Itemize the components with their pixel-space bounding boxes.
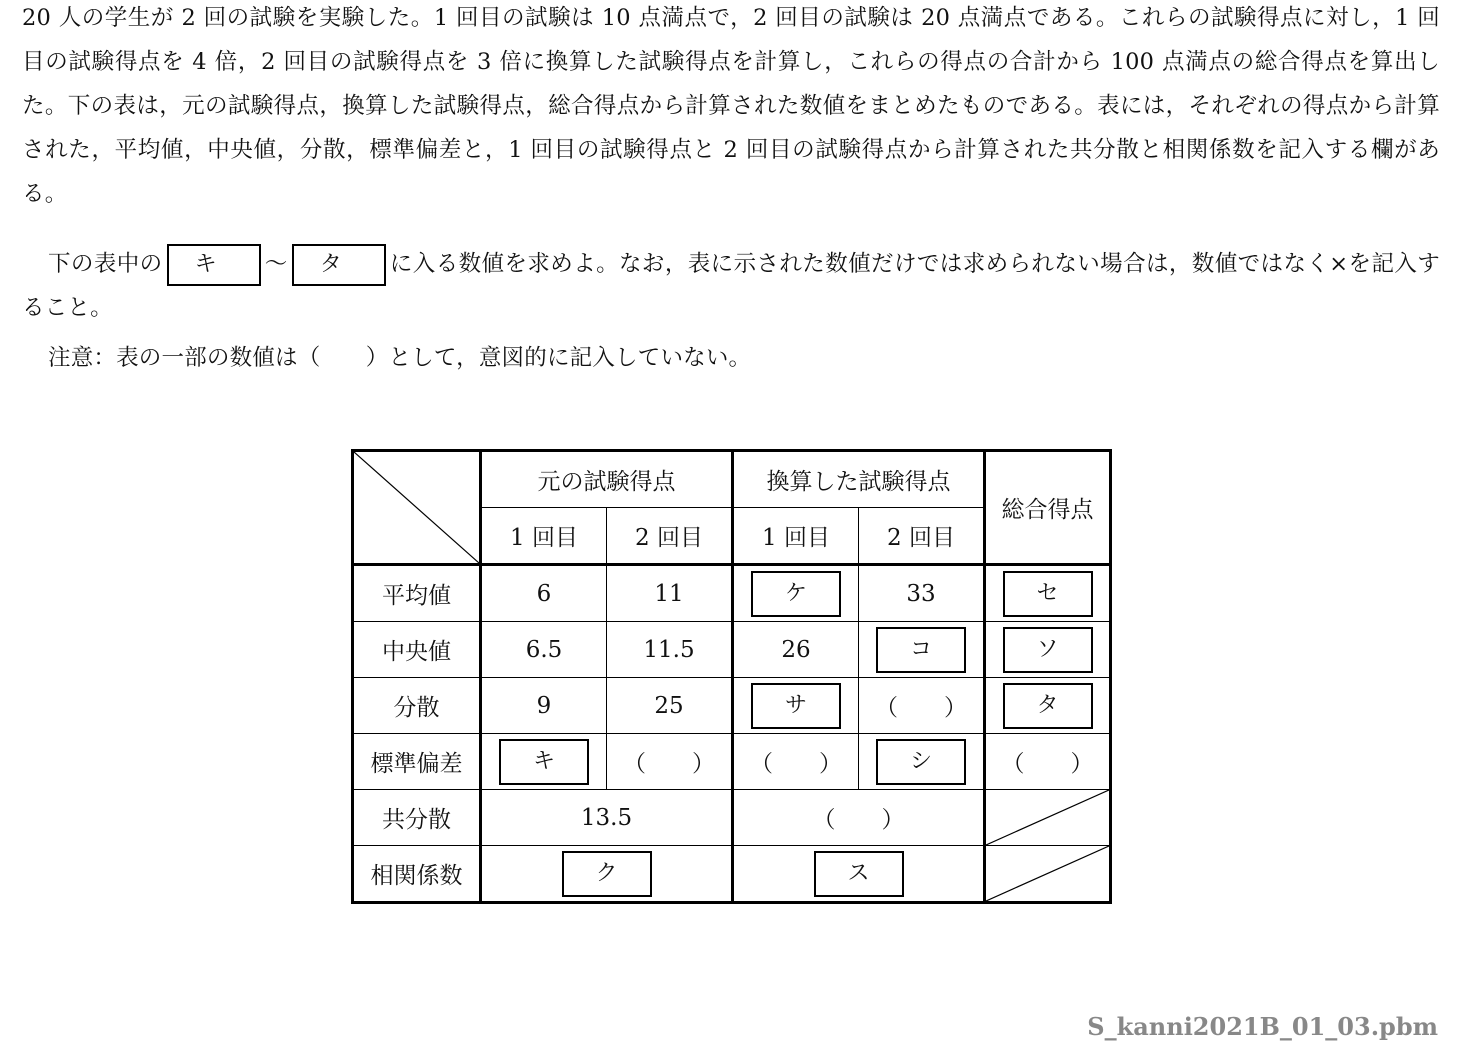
slashed-cell bbox=[985, 790, 1111, 846]
cell-value: 11.5 bbox=[607, 622, 733, 678]
answer-box-ku: ク bbox=[562, 851, 652, 897]
answer-box-ko: コ bbox=[876, 627, 966, 673]
corner-diagonal-cell bbox=[353, 451, 481, 565]
blank-cell: （ ） bbox=[985, 734, 1111, 790]
answer-cell bbox=[481, 846, 733, 903]
row-label: 共分散 bbox=[353, 790, 481, 846]
statistics-table bbox=[351, 449, 1112, 904]
answer-box-ta: タ bbox=[1003, 683, 1093, 729]
cell-value: 9 bbox=[481, 678, 607, 734]
file-label: S_kanni2021B_01_03.pbm bbox=[1087, 1012, 1438, 1041]
subheader-orig-1: 1 回目 bbox=[481, 508, 607, 565]
cell-value: 25 bbox=[607, 678, 733, 734]
answer-cell bbox=[985, 565, 1111, 622]
row-covariance bbox=[353, 790, 1111, 846]
blank-cell: （ ） bbox=[733, 790, 985, 846]
row-label: 標準偏差 bbox=[353, 734, 481, 790]
answer-box-ta-ref: タ bbox=[292, 244, 386, 286]
answer-cell bbox=[985, 622, 1111, 678]
answer-cell bbox=[733, 678, 859, 734]
slashed-cell bbox=[985, 846, 1111, 903]
slash-line bbox=[986, 846, 1109, 901]
header-original-scores: 元の試験得点 bbox=[481, 451, 733, 508]
row-label: 平均値 bbox=[353, 565, 481, 622]
blank-cell: （ ） bbox=[607, 734, 733, 790]
blank-cell: （ ） bbox=[733, 734, 859, 790]
cell-value: 13.5 bbox=[481, 790, 733, 846]
tilde: ～ bbox=[264, 251, 288, 277]
answer-cell bbox=[985, 678, 1111, 734]
subheader-orig-2: 2 回目 bbox=[607, 508, 733, 565]
problem-paragraph: 20 人の学生が 2 回の試験を実験した。1 回目の試験は 10 点満点で，2 回目の試験は 20 点満点である。これらの試験得点に対し，1 回目の試験得点を 4 倍，2 回目の試験得点を 3 倍に換算した試験得点を計算し，これらの得点の合計から 100 点満点の総合得点を算出した。下の表は，元の試験得点，換算した試験得点，総合得点から計算された数値をまとめたものである。表には，それぞれの得点から計算された，平均値，中央値，分散，標準偏差と，1 回目の試験得点と 2 回目の試験得点から計算された共分散と相関係数を記入する欄がある。 bbox=[22, 5, 1440, 207]
answer-box-shi: シ bbox=[876, 739, 966, 785]
cell-value: 6 bbox=[481, 565, 607, 622]
header-converted-scores: 換算した試験得点 bbox=[733, 451, 985, 508]
row-correlation bbox=[353, 846, 1111, 903]
answer-box-ki: キ bbox=[499, 739, 589, 785]
row-std-dev bbox=[353, 734, 1111, 790]
cell-value: 6.5 bbox=[481, 622, 607, 678]
row-mean bbox=[353, 565, 1111, 622]
header-total-score: 総合得点 bbox=[985, 451, 1111, 565]
row-variance bbox=[353, 678, 1111, 734]
answer-cell bbox=[859, 734, 985, 790]
answer-cell bbox=[481, 734, 607, 790]
answer-box-ki-ref: キ bbox=[167, 244, 261, 286]
row-label: 中央値 bbox=[353, 622, 481, 678]
answer-box-so: ソ bbox=[1003, 627, 1093, 673]
cell-value: 11 bbox=[607, 565, 733, 622]
answer-cell bbox=[859, 622, 985, 678]
cell-value: 26 bbox=[733, 622, 859, 678]
instruction-after: に入る数値を求めよ。なお，表に示された数値だけでは求められない場合は，数値ではなく×を記入すること。 bbox=[22, 251, 1440, 321]
note-line: 注意：表の一部の数値は（ ）として，意図的に記入していない。 bbox=[48, 345, 752, 371]
subheader-conv-1: 1 回目 bbox=[733, 508, 859, 565]
slash-line bbox=[986, 790, 1109, 845]
subheader-conv-2: 2 回目 bbox=[859, 508, 985, 565]
row-median bbox=[353, 622, 1111, 678]
cell-value: 33 bbox=[859, 565, 985, 622]
answer-box-sa: サ bbox=[751, 683, 841, 729]
instruction-paragraph bbox=[22, 242, 1440, 330]
answer-cell bbox=[733, 846, 985, 903]
answer-box-se: セ bbox=[1003, 571, 1093, 617]
blank-cell: （ ） bbox=[859, 678, 985, 734]
row-label: 分散 bbox=[353, 678, 481, 734]
instruction-before: 下の表中の bbox=[48, 251, 163, 277]
diagonal-line bbox=[354, 452, 479, 563]
answer-box-ke: ケ bbox=[751, 571, 841, 617]
answer-box-su: ス bbox=[814, 851, 904, 897]
answer-cell bbox=[733, 565, 859, 622]
row-label: 相関係数 bbox=[353, 846, 481, 903]
